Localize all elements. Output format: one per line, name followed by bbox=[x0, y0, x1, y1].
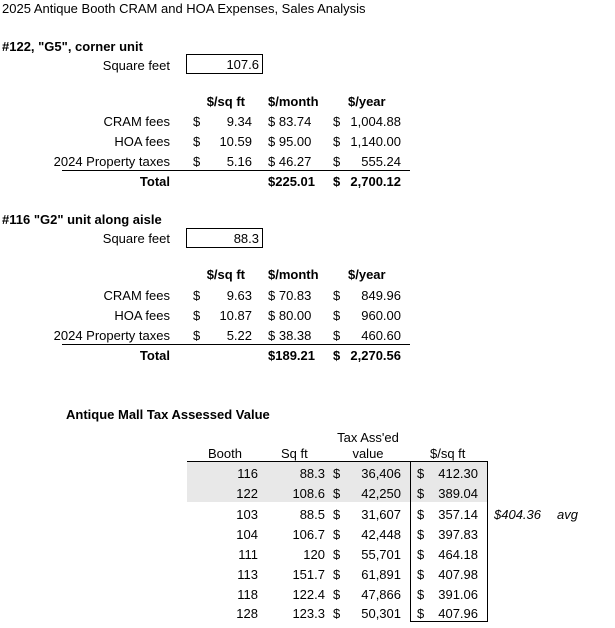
mall-booth: 111 bbox=[238, 547, 258, 562]
row-label: CRAM fees bbox=[103, 288, 170, 303]
dollar-sign: $ bbox=[333, 507, 341, 522]
dollar-sign: $ bbox=[417, 466, 425, 481]
persqft-cell: 10.59 bbox=[219, 134, 252, 149]
dollar-sign: $ bbox=[417, 606, 425, 621]
mall-booth: 113 bbox=[237, 567, 258, 582]
mall-sqft: 88.5 bbox=[299, 507, 325, 522]
col-header-year: $/year bbox=[348, 94, 386, 109]
dollar-sign: $ bbox=[333, 154, 341, 169]
row-label: 2024 Property taxes bbox=[53, 154, 170, 169]
mall-booth: 103 bbox=[236, 507, 258, 522]
dollar-sign: $ bbox=[193, 154, 201, 169]
year-cell: 849.96 bbox=[361, 288, 401, 303]
mall-heading: Antique Mall Tax Assessed Value bbox=[66, 407, 270, 422]
mall-sqft: 151.7 bbox=[292, 567, 325, 582]
mall-value: 36,406 bbox=[361, 466, 401, 481]
dollar-sign: $ bbox=[333, 527, 341, 542]
mall-right-border bbox=[487, 461, 488, 622]
dollar-sign: $ bbox=[333, 328, 341, 343]
persqft-cell: 10.87 bbox=[219, 308, 252, 323]
dollar-sign: $ bbox=[333, 348, 341, 363]
dollar-sign: $ bbox=[193, 114, 201, 129]
total-label: Total bbox=[139, 174, 170, 189]
month-cell: $ 95.00 bbox=[268, 134, 312, 149]
dollar-sign: $ bbox=[417, 547, 425, 562]
dollar-sign: $ bbox=[417, 486, 425, 501]
row-label: HOA fees bbox=[114, 134, 170, 149]
dollar-sign: $ bbox=[333, 567, 341, 582]
dollar-sign: $ bbox=[193, 288, 201, 303]
mall-sqft: 106.7 bbox=[292, 527, 325, 542]
mall-booth: 116 bbox=[237, 466, 258, 481]
total-divider bbox=[62, 170, 410, 171]
mall-persqft: 412.30 bbox=[438, 466, 478, 481]
mall-value: 50,301 bbox=[361, 606, 401, 621]
dollar-sign: $ bbox=[193, 134, 201, 149]
mall-booth: 122 bbox=[236, 486, 258, 501]
dollar-sign: $ bbox=[333, 288, 341, 303]
col-header-month: $/month bbox=[268, 267, 319, 282]
dollar-sign: $ bbox=[193, 308, 201, 323]
year-cell: 960.00 bbox=[361, 308, 401, 323]
mall-persqft: 407.98 bbox=[438, 567, 478, 582]
total-month: $189.21 bbox=[268, 348, 315, 363]
year-cell: 1,140.00 bbox=[350, 134, 401, 149]
total-divider bbox=[62, 344, 410, 345]
mall-value: 55,701 bbox=[361, 547, 401, 562]
mall-value: 31,607 bbox=[361, 507, 401, 522]
col-header-month: $/month bbox=[268, 94, 319, 109]
mall-sqft: 108.6 bbox=[292, 486, 325, 501]
persqft-cell: 5.16 bbox=[226, 154, 252, 169]
mall-value: 42,250 bbox=[361, 486, 401, 501]
avg-value: $404.36 bbox=[494, 507, 541, 522]
mall-persqft: 464.18 bbox=[438, 547, 478, 562]
mall-sqft: 88.3 bbox=[299, 466, 325, 481]
mall-persqft: 389.04 bbox=[438, 486, 478, 501]
mall-bottom-border bbox=[410, 621, 487, 622]
col-header-value-2: value bbox=[352, 446, 384, 461]
total-month: $225.01 bbox=[268, 174, 315, 189]
month-cell: $ 80.00 bbox=[268, 308, 312, 323]
dollar-sign: $ bbox=[333, 174, 341, 189]
col-header-year: $/year bbox=[348, 267, 386, 282]
total-label: Total bbox=[139, 348, 170, 363]
dollar-sign: $ bbox=[333, 486, 341, 501]
year-cell: 1,004.88 bbox=[350, 114, 401, 129]
mall-booth: 128 bbox=[236, 606, 258, 621]
persqft-cell: 9.34 bbox=[226, 114, 252, 129]
year-cell: 460.60 bbox=[361, 328, 401, 343]
dollar-sign: $ bbox=[417, 527, 425, 542]
col-header-persqft: $/sq ft bbox=[430, 446, 466, 461]
sqft-value: 107.6 bbox=[226, 57, 259, 72]
dollar-sign: $ bbox=[417, 507, 425, 522]
dollar-sign: $ bbox=[193, 328, 201, 343]
year-cell: 555.24 bbox=[361, 154, 401, 169]
mall-value: 61,891 bbox=[361, 567, 401, 582]
mall-sqft: 123.3 bbox=[292, 606, 325, 621]
mall-column-divider bbox=[410, 461, 411, 622]
col-header-booth: Booth bbox=[208, 446, 242, 461]
mall-value: 47,866 bbox=[361, 587, 401, 602]
mall-value: 42,448 bbox=[361, 527, 401, 542]
sqft-value: 88.3 bbox=[233, 231, 259, 246]
row-label: CRAM fees bbox=[103, 114, 170, 129]
dollar-sign: $ bbox=[333, 587, 341, 602]
persqft-cell: 5.22 bbox=[226, 328, 252, 343]
persqft-cell: 9.63 bbox=[226, 288, 252, 303]
mall-persqft: 407.96 bbox=[438, 606, 478, 621]
col-header-persqft: $/sq ft bbox=[206, 94, 245, 109]
col-header-value-1: Tax Ass'ed bbox=[337, 430, 399, 445]
mall-header-divider bbox=[187, 461, 487, 462]
dollar-sign: $ bbox=[333, 466, 341, 481]
page-title: 2025 Antique Booth CRAM and HOA Expenses, Sales Analysis bbox=[2, 1, 366, 16]
avg-label: avg bbox=[557, 507, 578, 522]
dollar-sign: $ bbox=[333, 308, 341, 323]
mall-persqft: 391.06 bbox=[438, 587, 478, 602]
month-cell: $ 83.74 bbox=[268, 114, 312, 129]
dollar-sign: $ bbox=[333, 114, 341, 129]
row-label: 2024 Property taxes bbox=[53, 328, 170, 343]
mall-sqft: 122.4 bbox=[292, 587, 325, 602]
month-cell: $ 70.83 bbox=[268, 288, 312, 303]
unit-heading: #116 "G2" unit along aisle bbox=[2, 212, 162, 227]
mall-booth: 118 bbox=[237, 587, 258, 602]
sqft-label: Square feet bbox=[102, 231, 170, 246]
mall-booth: 104 bbox=[236, 527, 258, 542]
month-cell: $ 46.27 bbox=[268, 154, 312, 169]
row-label: HOA fees bbox=[114, 308, 170, 323]
unit-heading: #122, "G5", corner unit bbox=[2, 39, 143, 54]
sqft-label: Square feet bbox=[102, 58, 170, 73]
dollar-sign: $ bbox=[333, 606, 341, 621]
col-header-persqft: $/sq ft bbox=[206, 267, 245, 282]
total-year: 2,700.12 bbox=[350, 174, 401, 189]
dollar-sign: $ bbox=[333, 547, 341, 562]
mall-persqft: 397.83 bbox=[438, 527, 478, 542]
total-year: 2,270.56 bbox=[350, 348, 401, 363]
mall-sqft: 120 bbox=[303, 547, 325, 562]
mall-persqft: 357.14 bbox=[438, 507, 478, 522]
month-cell: $ 38.38 bbox=[268, 328, 312, 343]
col-header-sqft: Sq ft bbox=[281, 446, 308, 461]
dollar-sign: $ bbox=[417, 587, 425, 602]
dollar-sign: $ bbox=[417, 567, 425, 582]
dollar-sign: $ bbox=[333, 134, 341, 149]
